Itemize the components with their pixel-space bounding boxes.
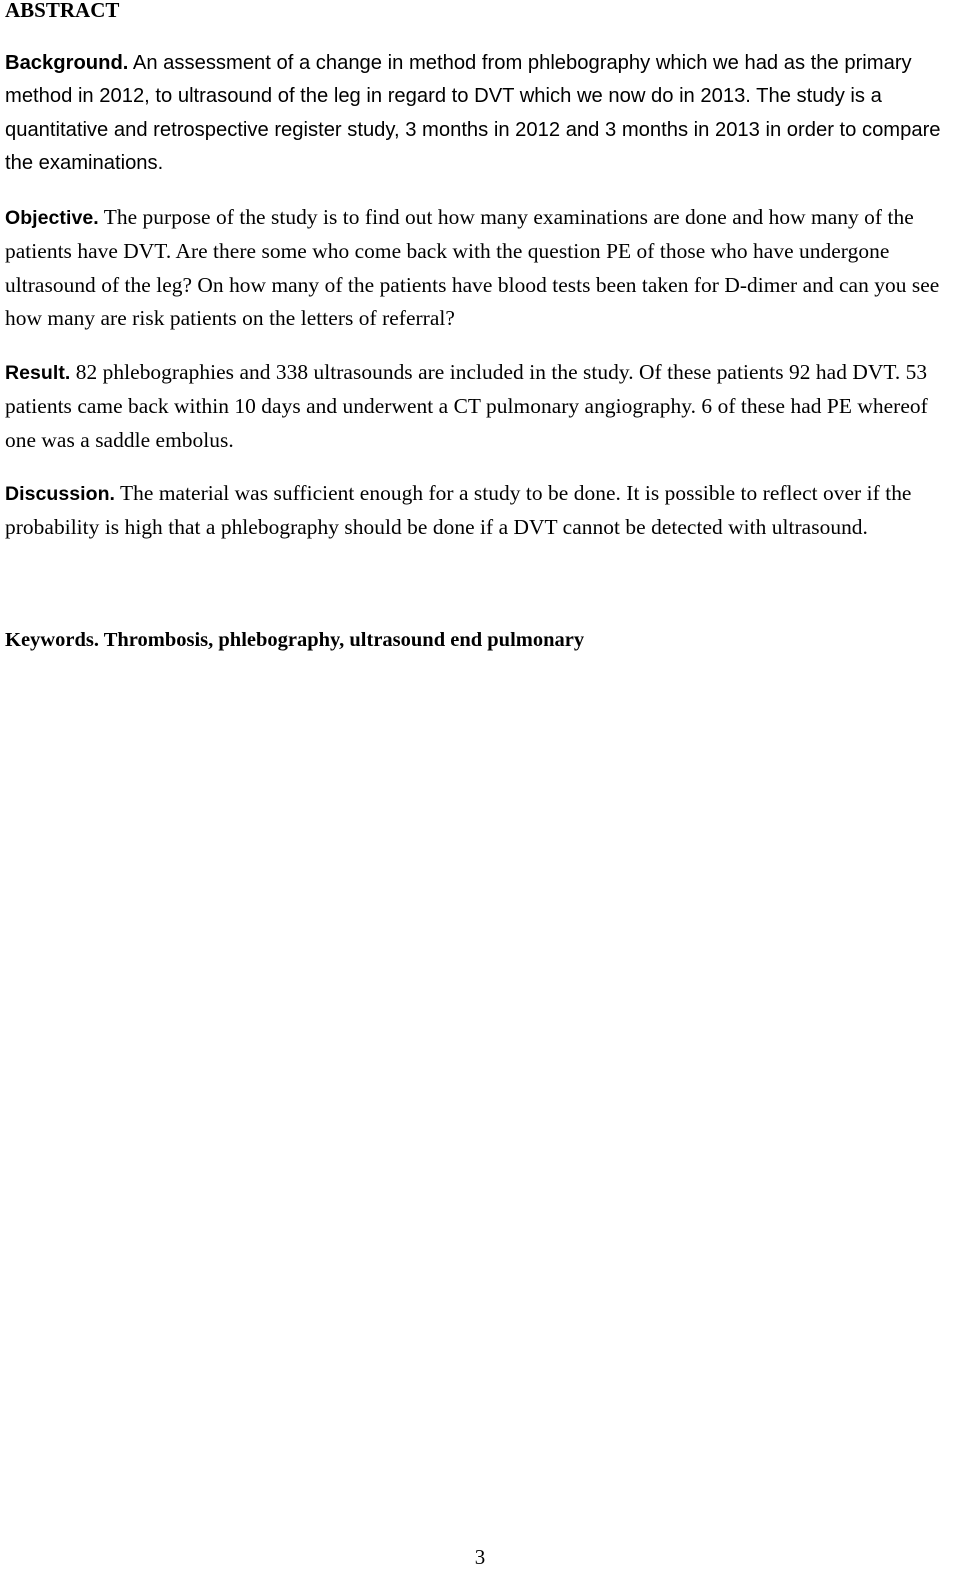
abstract-heading: ABSTRACT [5, 0, 120, 22]
page-number: 3 [474, 1545, 486, 1569]
background-label: Background. [5, 52, 129, 74]
objective-paragraph [5, 201, 955, 336]
result-text: 82 phlebographies and 338 ultrasounds are included in the study. Of these patients 92 had DVT. 53 patients came back within 10 days and underwent a CT pulmonary angiography. 6 of these had PE whereof one was a saddle embolus. [5, 360, 928, 452]
keywords-line: Keywords. Thrombosis, phlebography, ultrasound end pulmonary [5, 629, 585, 651]
objective-text: The purpose of the study is to find out how many examinations are done and how many of the patients have DVT. Are there some who come back with the question PE of those who have undergone ultrasound of the leg? On how many of the patients have blood tests been taken for D-dimer and can you see how many are risk patients on the letters of referral? [5, 205, 940, 331]
objective-label: Objective. [5, 207, 99, 229]
result-paragraph [5, 356, 955, 457]
background-paragraph [5, 47, 955, 181]
discussion-paragraph [5, 477, 955, 545]
result-label: Result. [5, 362, 71, 384]
discussion-label: Discussion. [5, 483, 115, 505]
discussion-text: The material was sufficient enough for a study to be done. It is possible to reflect over if the probability is high that a phlebography should be done if a DVT cannot be detected with ultrasound. [5, 481, 912, 540]
background-text: An assessment of a change in method from phlebography which we had as the primary method in 2012, to ultrasound of the leg in regard to DVT which we now do in 2013. The study is a quantitative and retrospective register study, 3 months in 2012 and 3 months in 2013 in order to compare the examinations. [5, 52, 941, 175]
